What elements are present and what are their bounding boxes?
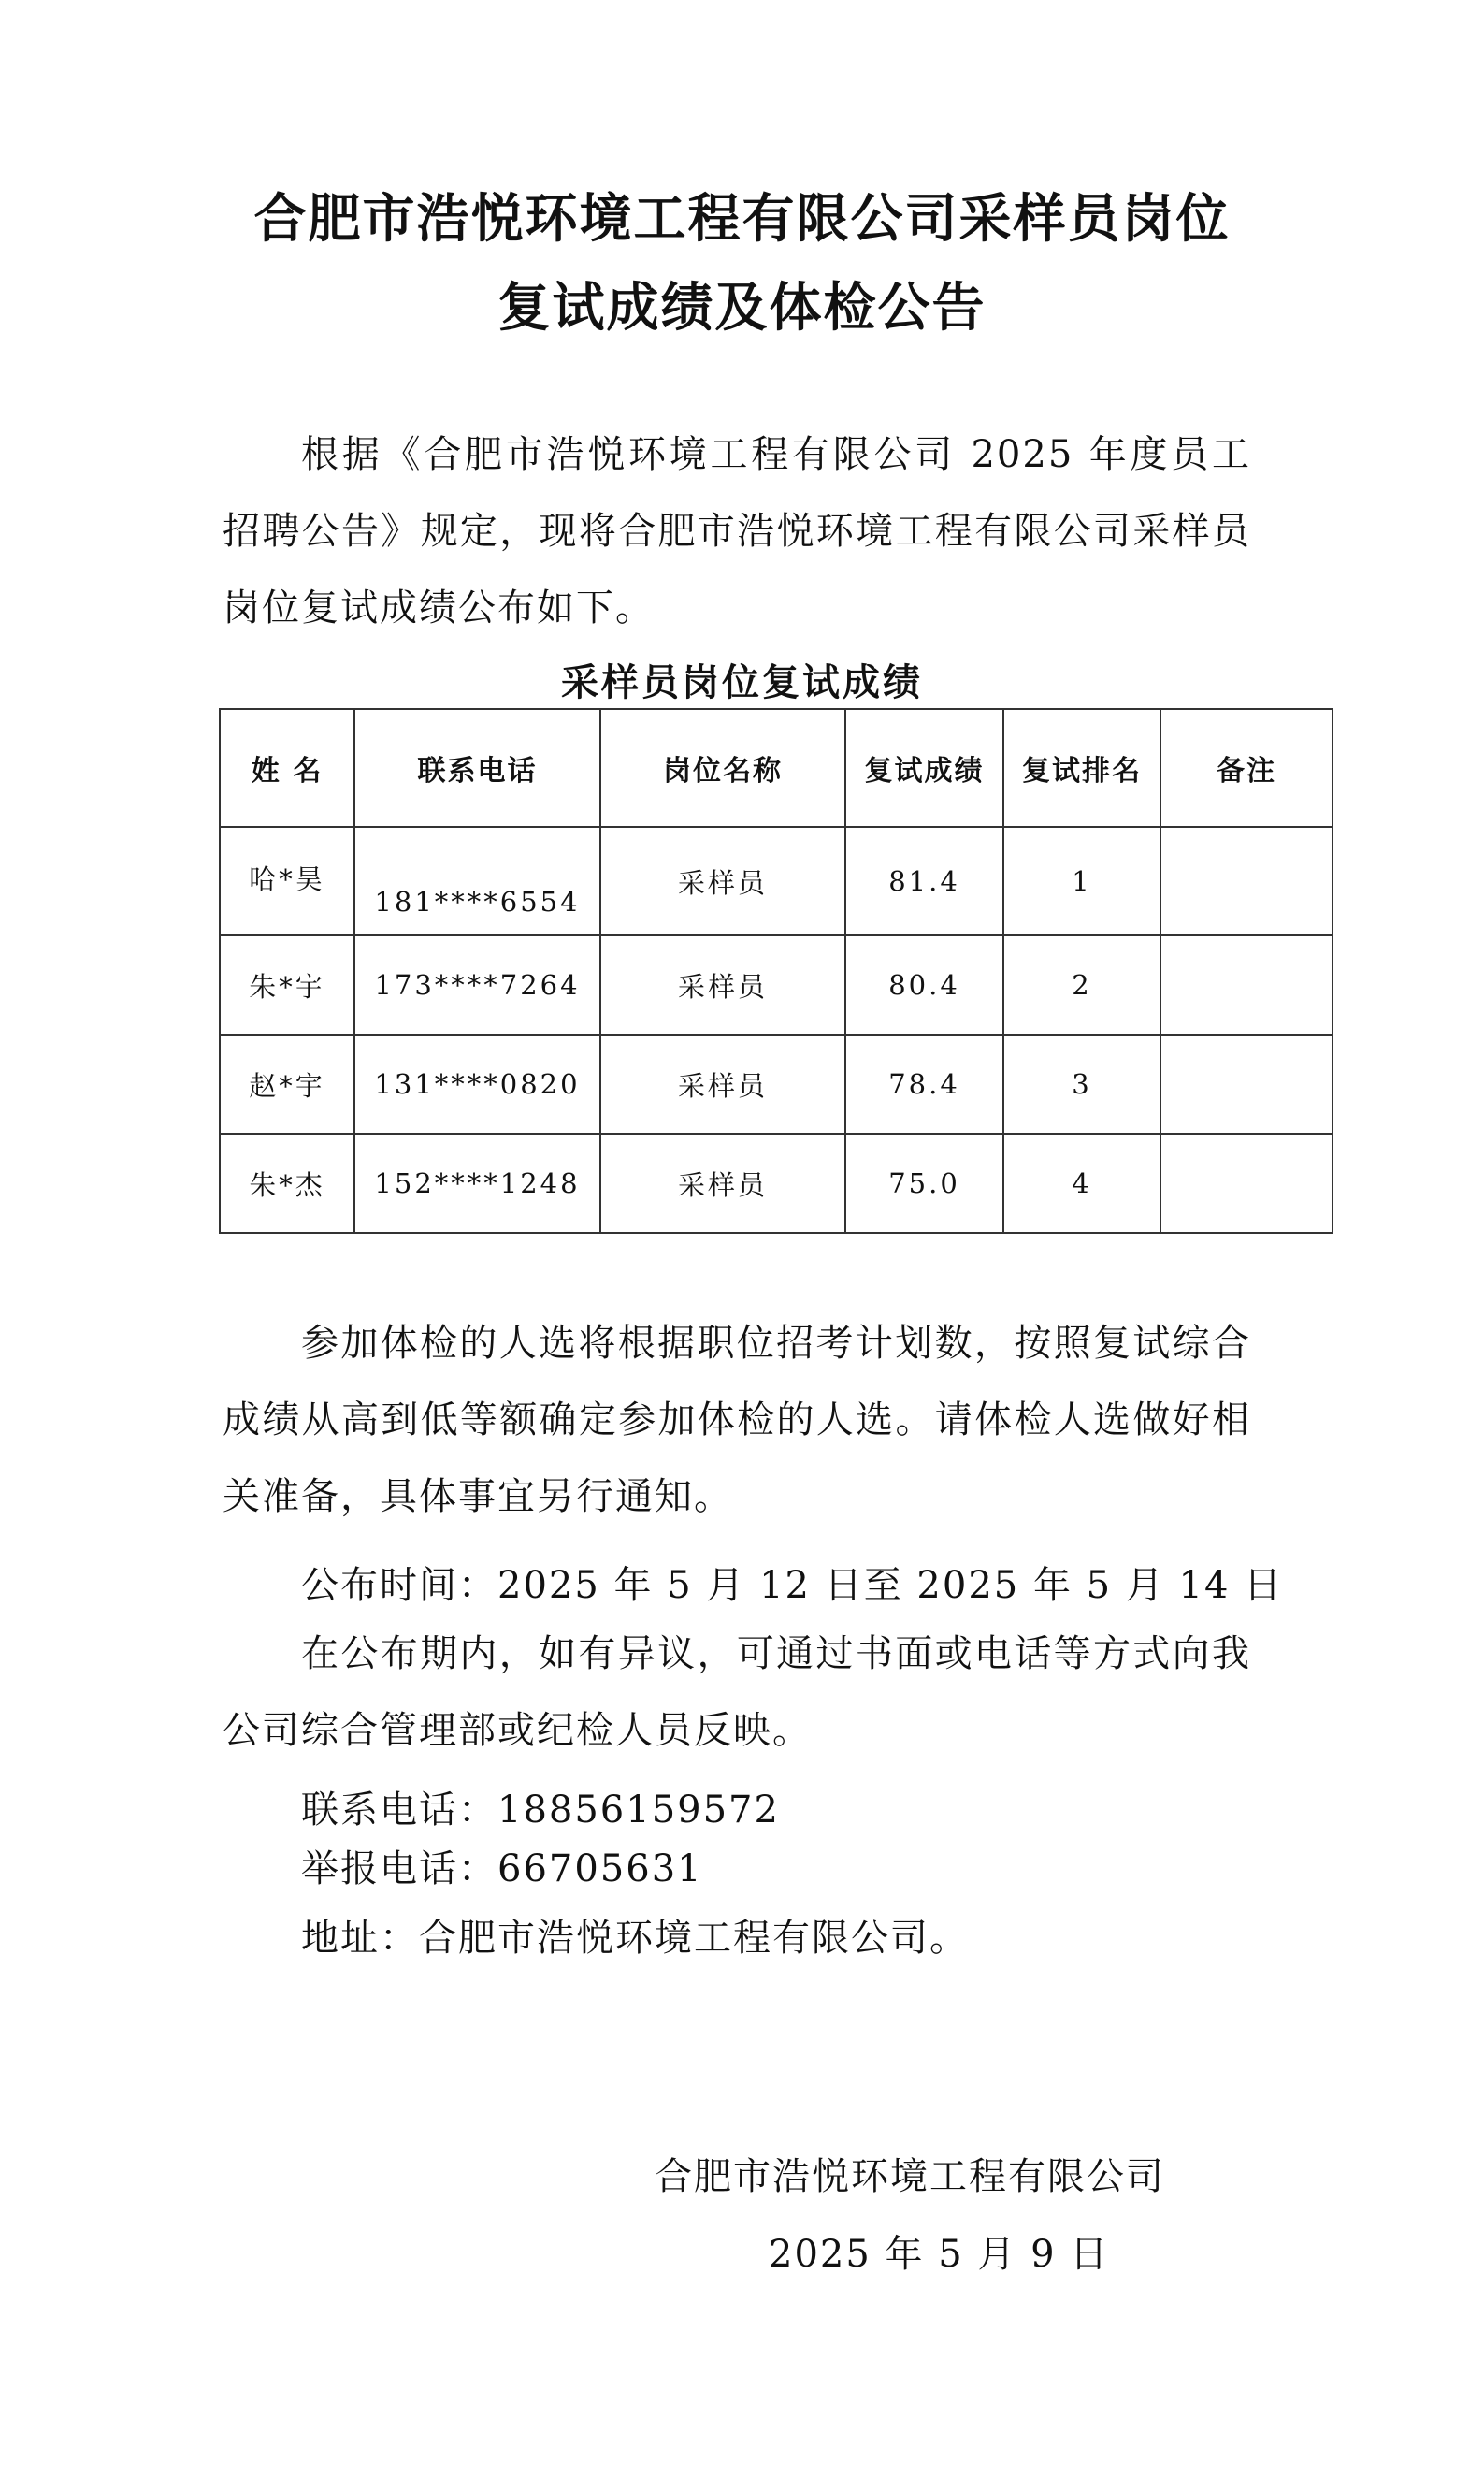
cell-score: 81.4 [845, 827, 1003, 935]
cell-position: 采样员 [600, 1035, 845, 1134]
cell-phone: 131****0820 [354, 1035, 600, 1134]
cell-note [1160, 827, 1333, 935]
cell-rank: 3 [1003, 1035, 1160, 1134]
cell-name: 朱*杰 [220, 1134, 354, 1233]
cell-score: 80.4 [845, 935, 1003, 1035]
cell-position: 采样员 [600, 1134, 845, 1233]
table-row [220, 935, 1333, 1035]
header-phone: 联系电话 [354, 709, 600, 827]
table-caption: 采样员岗位复试成绩 [561, 660, 923, 704]
table-row [220, 827, 1333, 935]
cell-rank: 2 [1003, 935, 1160, 1035]
cell-phone: 152****1248 [354, 1134, 600, 1233]
cell-name: 朱*宇 [220, 935, 354, 1035]
cell-score: 75.0 [845, 1134, 1003, 1233]
cell-name: 哈*昊 [220, 827, 354, 935]
publish-time: 公布时间：2025 年 5 月 12 日至 2025 年 5 月 14 日 [301, 1564, 1284, 1607]
page-title-line2: 复试成绩及体检公告 [497, 278, 987, 339]
contact-phone: 联系电话：18856159572 [301, 1789, 780, 1832]
signature-date: 2025 年 5 月 9 日 [769, 2233, 1110, 2276]
cell-rank: 4 [1003, 1134, 1160, 1233]
table-header-row [220, 709, 1333, 827]
cell-note [1160, 1134, 1333, 1233]
cell-note [1160, 935, 1333, 1035]
header-note: 备注 [1160, 709, 1333, 827]
header-position: 岗位名称 [600, 709, 845, 827]
page-title-line1: 合肥市浩悦环境工程有限公司采样员岗位 [253, 189, 1231, 250]
table-row [220, 1134, 1333, 1233]
exam-paragraph: 参加体检的人选将根据职位招考计划数，按照复试综合成绩从高到低等额确定参加体检的人选。请体检人选做好相关准备，具体事宜另行通知。 [223, 1322, 1251, 1518]
table-row [220, 1035, 1333, 1134]
header-rank: 复试排名 [1003, 709, 1160, 827]
cell-rank: 1 [1003, 827, 1160, 935]
header-score: 复试成绩 [845, 709, 1003, 827]
cell-phone: 173****7264 [354, 935, 600, 1035]
signature-company: 合肥市浩悦环境工程有限公司 [655, 2155, 1165, 2198]
cell-note [1160, 1035, 1333, 1134]
cell-name: 赵*宇 [220, 1035, 354, 1134]
header-name: 姓 名 [220, 709, 354, 827]
cell-score: 78.4 [845, 1035, 1003, 1134]
report-phone: 举报电话：66705631 [301, 1847, 703, 1890]
address: 地址：合肥市浩悦环境工程有限公司。 [301, 1917, 969, 1960]
objection-paragraph: 在公布期内，如有异议，可通过书面或电话等方式向我公司综合管理部或纪检人员反映。 [223, 1632, 1251, 1752]
cell-phone: 181****6554 [354, 827, 600, 935]
score-table [219, 708, 1333, 1234]
cell-position: 采样员 [600, 935, 845, 1035]
cell-position: 采样员 [600, 827, 845, 935]
intro-paragraph: 根据《合肥市浩悦环境工程有限公司 2025 年度员工招聘公告》规定，现将合肥市浩悦环境工程有限公司采样员岗位复试成绩公布如下。 [223, 433, 1251, 630]
